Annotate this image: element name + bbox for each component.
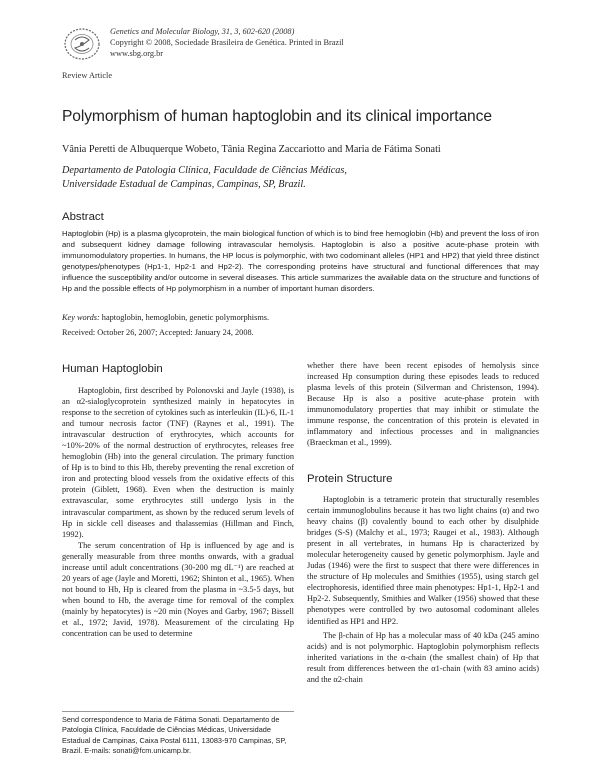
affiliation-line: Universidade Estadual de Campinas, Campinas, SP, Brazil. — [62, 178, 306, 190]
right-column-top — [307, 360, 539, 448]
journal-header — [110, 26, 344, 59]
keywords-label: Key words: — [62, 313, 100, 322]
journal-citation: Genetics and Molecular Biology, 31, 3, 602-620 (2008) — [110, 27, 295, 36]
abstract-heading: Abstract — [62, 211, 104, 223]
authors: Vânia Peretti de Albuquerque Wobeto, Tânia Regina Zaccariotto and Maria de Fátima Sonati — [62, 144, 441, 155]
journal-url[interactable]: www.sbg.org.br — [110, 49, 164, 58]
article-title: Polymorphism of human haptoglobin and its clinical importance — [62, 108, 492, 125]
paragraph: whether there have been recent episodes of hemolysis since increased Hp consumption during these episodes leads to reduced plasma levels of this protein (Silverman and Christenson, 1994). Because Hp is also a positive acute-phase protein with immunomodulatory properties that may inhibit or stimulate the immune response, the concentration of this protein is elevated in inflammatory and infectious processes and in malignancies (Braeckman et al., 1999). — [307, 361, 539, 448]
affiliation — [62, 164, 347, 191]
footnote-divider — [62, 711, 294, 712]
received-dates: Received: October 26, 2007; Accepted: January 24, 2008. — [62, 328, 254, 337]
left-column — [62, 385, 294, 639]
right-column-bottom — [307, 494, 539, 685]
section-heading-protein-structure: Protein Structure — [307, 473, 393, 485]
section-heading-human-haptoglobin: Human Haptoglobin — [62, 363, 163, 375]
abstract-text: Haptoglobin (Hp) is a plasma glycoprotein, the main biological function of which is to bind free hemoglobin (Hb) and prevent the loss of iron and subsequent kidney damage following intravascular hemolysis. Haptoglobin is also a positive acute-phase protein with immunomodulatory properties. In humans, the HP locus is polymorphic, with two codominant alleles (HP1 and HP2) that yield three distinct genotypes/phenotypes (Hp1-1, Hp2-1 and Hp2-2). The corresponding proteins have structural and functional differences that may influence the susceptibility and/or outcome in several diseases. This article summarizes the available data on the structure and functions of Hp and the possible effects of Hp polymorphism in a number of important human disorders. — [62, 229, 539, 293]
paragraph: The β-chain of Hp has a molecular mass of 40 kDa (245 amino acids) and is not polymorphic. Haptoglobin polymorphism reflects inherited variations in the α-chain (the smallest chain) of Hp that result from differences between the α1-chain (with 83 amino acids) and the α2-chain — [307, 630, 539, 684]
journal-copyright: Copyright © 2008, Sociedade Brasileira de Genética. Printed in Brazil — [110, 38, 344, 47]
correspondence-footnote: Send correspondence to Maria de Fátima Sonati. Departamento de Patologia Clínica, Faculdade de Ciências Médicas, Universidade Estadual de Campinas, Caixa Postal 6111, 13083-970 Campinas, SP, Brazil. E-mails: sonati@fcm.unicamp.br. — [62, 715, 287, 756]
article-type: Review Article — [62, 71, 112, 80]
paragraph: Haptoglobin is a tetrameric protein that structurally resembles certain immunoglobulins because it has two light chains (α) and two heavy chains (β) covalently bound to each other by disulphide bridges (S-S) (Malchy et al., 1973; Raugei et al., 1983). Although present in all vertebrates, in humans Hp is characterized by molecular heterogeneity caused by genetic polymorphism. Jayle and Judas (1946) were the first to suspect that there were differences in the structure of Hp molecules and Smithies (1955), using starch gel electrophoresis, identified three main phenotypes: Hp1-1, Hp2-1 and Hp2-2. Subsequently, Smithies and Walker (1956) showed that these phenotypes were controlled by two autosomal codominant alleles identified as HP1 and HP2. — [307, 495, 539, 626]
affiliation-line: Departamento de Patologia Clínica, Faculdade de Ciências Médicas, — [62, 165, 347, 176]
keywords-text: haptoglobin, hemoglobin, genetic polymorphisms. — [101, 313, 270, 322]
keywords — [62, 313, 269, 322]
paragraph: Haptoglobin, first described by Polonovski and Jayle (1938), is an α2-sialoglycoprotein synthesized mainly in hepatocytes in response to the secretion of cytokines such as interleukin (IL)-6, IL-1 and tumour necrosis factor (TNF) (Raynes et al., 1991). The intravascular destruction of erythrocytes, which accounts for ~10%-20% of the normal destruction of erythrocytes, releases free hemoglobin (Hb) into the general circulation. The primary function of Hp is to bind to this Hb, thereby preventing the renal excretion of iron and protecting blood vessels from the oxidative effects of this protein (Giblett, 1968). Even when the destruction is mainly extravascular, some erythrocytes still undergo lysis in the intravascular compartment, as shown by the reduced serum levels of Hp in sickle cell diseases and thalassemias (Hillman and Finch, 1992). — [62, 386, 294, 539]
paragraph: The serum concentration of Hp is influenced by age and is generally measurable from three months onwards, with a gradual increase until adult concentrations (30-200 mg dL⁻¹) are reached at 20 years of age (Jayle and Moretti, 1962; Shinton et al., 1965). When not bound to Hb, Hp is cleared from the plasma in ~3.5-5 days, but when bound to Hb, the average time for removal of the complex (mainly by hepatocytes) is ~20 min (Noyes and Garby, 1967; Bissell et al., 1972; Javid, 1978). Measurement of the circulating Hp concentration can be used to determine — [62, 540, 294, 639]
sbg-logo-icon — [62, 26, 102, 62]
